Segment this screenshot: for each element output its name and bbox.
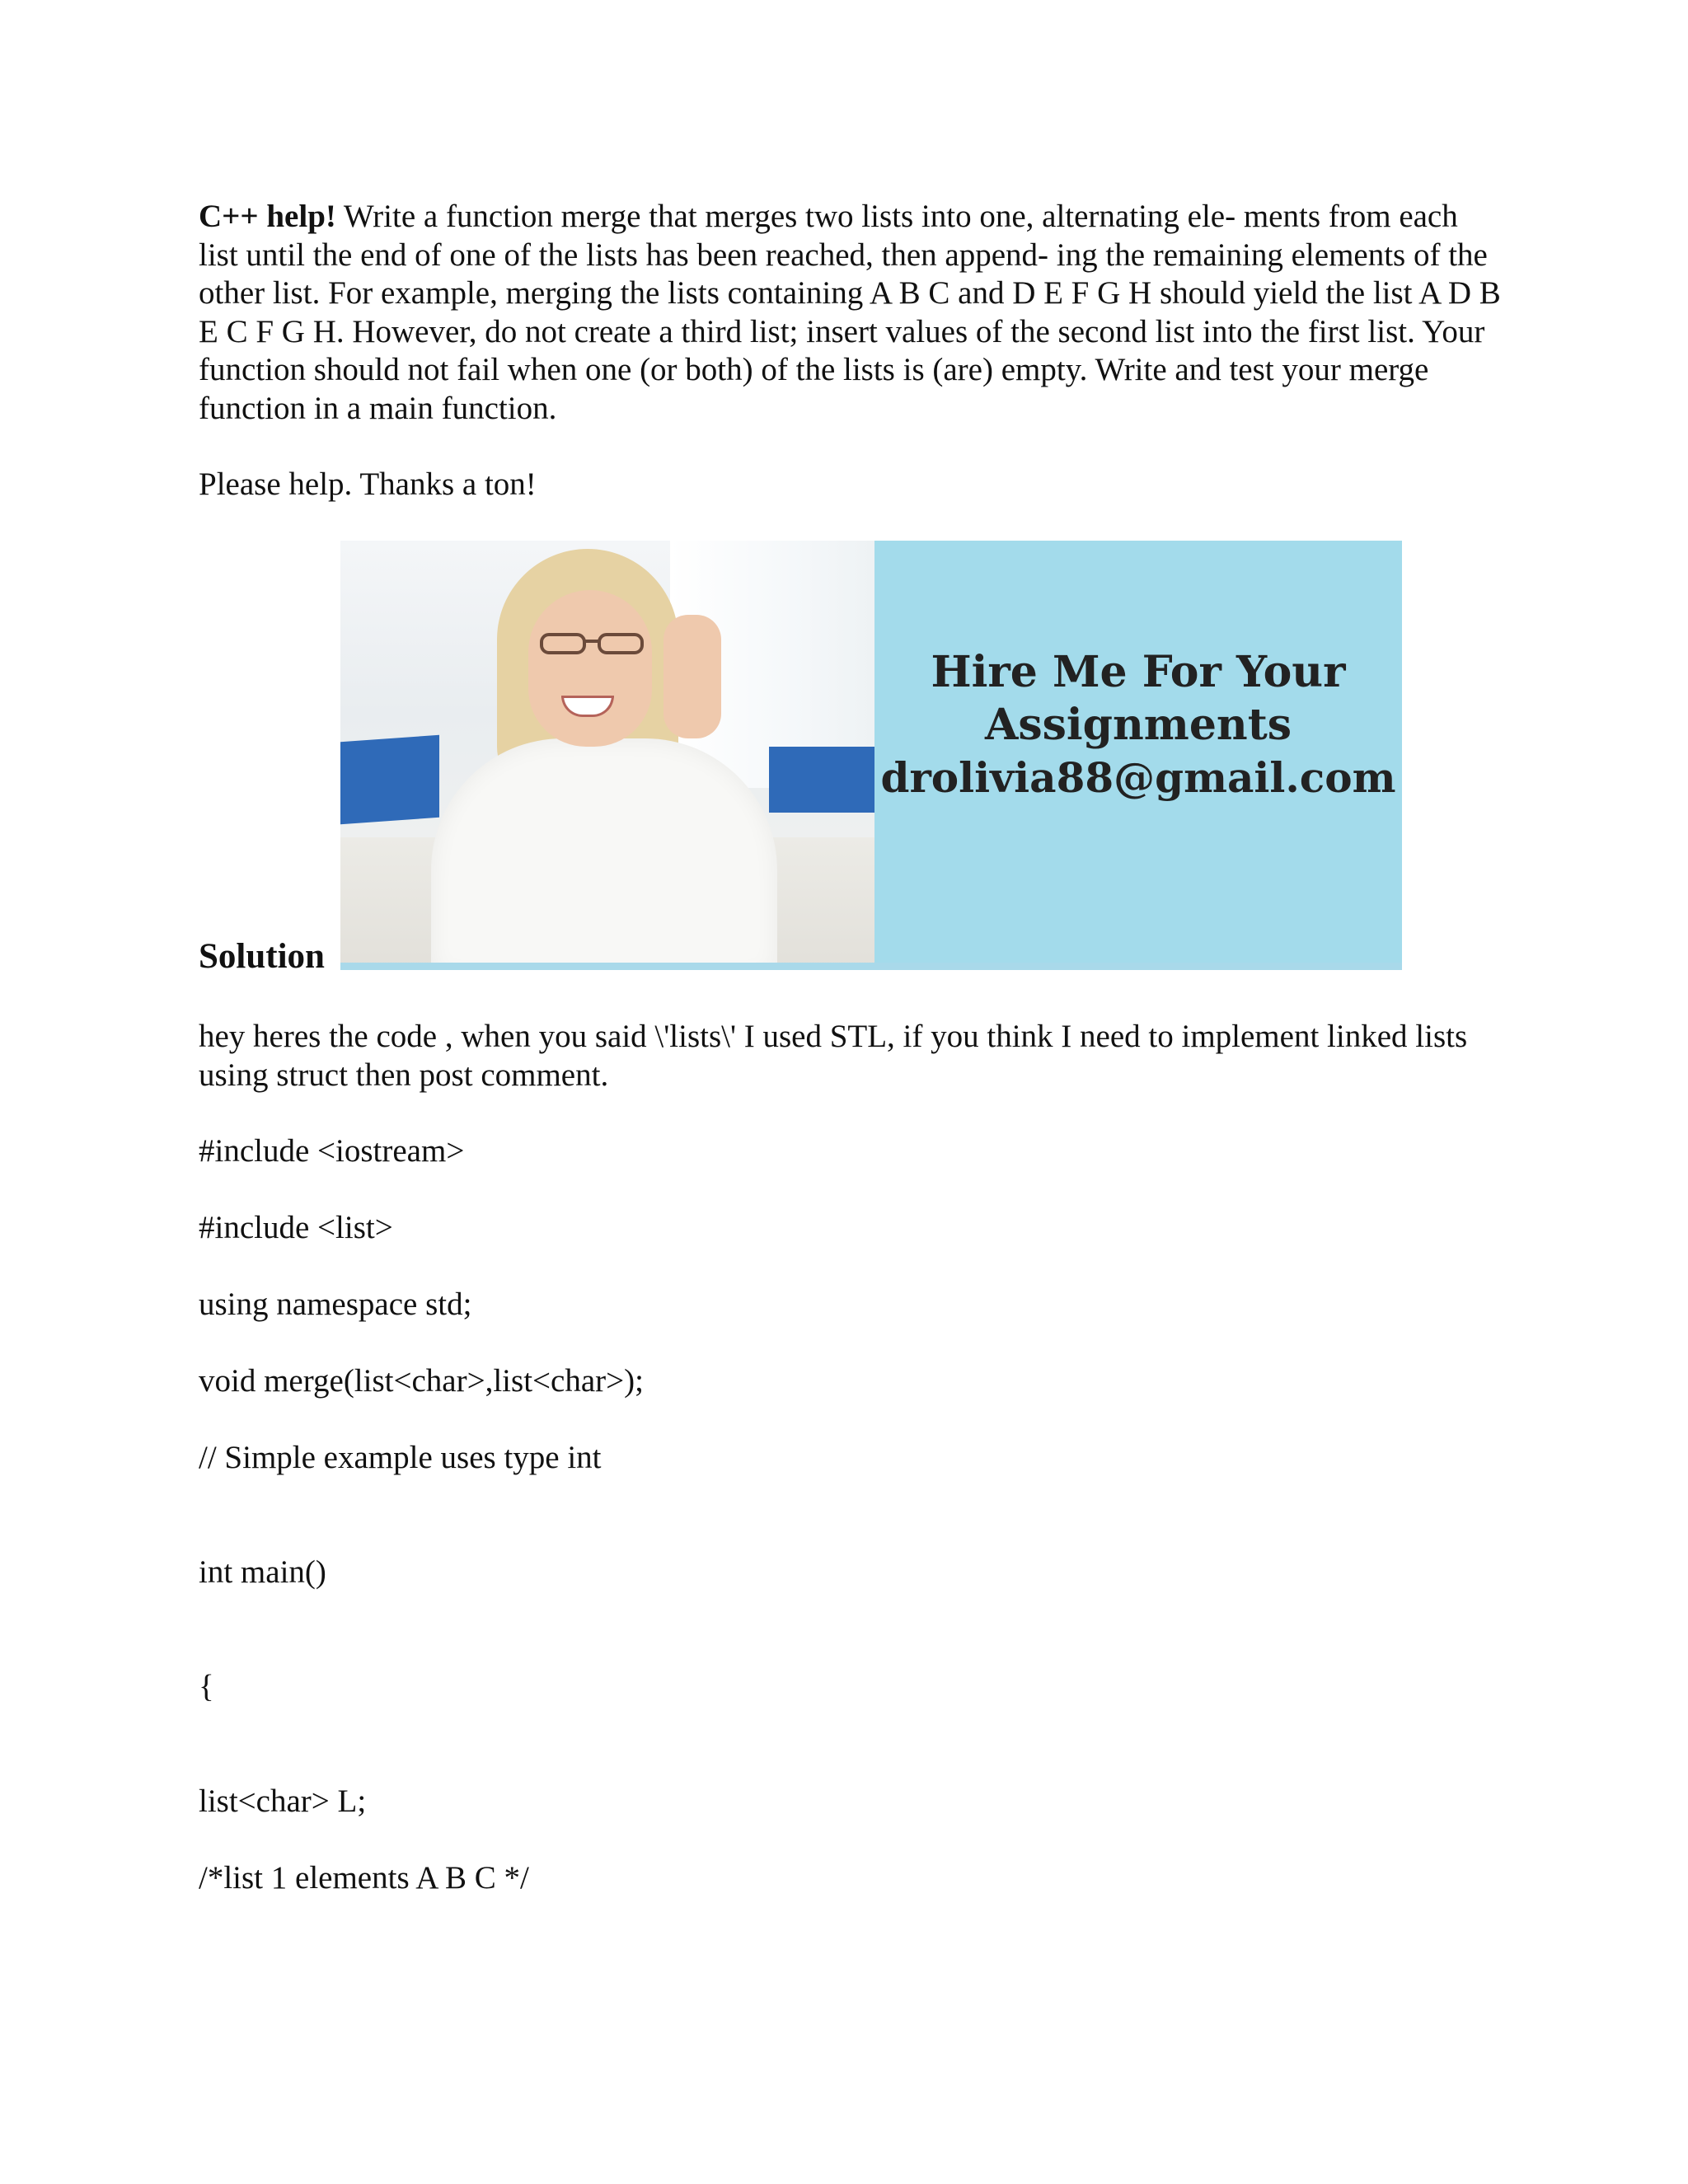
banner-line-2: Assignments — [984, 700, 1292, 750]
question-lead: C++ help! — [199, 199, 336, 234]
code-line: int main() — [199, 1554, 326, 1590]
white-blouse — [431, 738, 777, 970]
glasses-icon — [538, 631, 645, 656]
code-line: #include <list> — [199, 1210, 393, 1245]
woman-photo — [340, 541, 874, 970]
code-line: { — [199, 1669, 214, 1704]
solution-intro: hey heres the code , when you said \'lists\' I used STL, if you think I need to implement linked lists using struct then post comment. — [199, 1019, 1468, 1093]
banner-line-1: Hire Me For Your — [931, 647, 1346, 697]
blue-chair-left — [340, 735, 439, 824]
code-line: // Simple example uses type int — [199, 1440, 602, 1475]
advertisement-banner — [340, 541, 1402, 970]
banner-email: drolivia88@gmail.com — [880, 753, 1396, 802]
question-body: Write a function merge that merges two lists into one, alternating ele- ments from each list until the end of one of the lists has been reached, then append- ing the remaining elements of the other list. For example, merging the lists containing A B C and D E F G H should yield the list A D B E C F G H. However, do not create a third list; insert values of the second list into the first list. Your function should not fail when one (or both) of the lists is (are) empty. Write and test your merge function in a main function. — [199, 199, 1501, 426]
face-shape — [528, 590, 652, 747]
banner-ad-panel — [874, 541, 1402, 970]
hand-shape — [663, 615, 721, 738]
code-line: using namespace std; — [199, 1286, 472, 1322]
banner-bottom-strip — [340, 963, 1402, 970]
banner-ad-text — [874, 646, 1402, 804]
question-paragraph — [199, 198, 1501, 428]
thanks-line: Please help. Thanks a ton! — [199, 466, 537, 502]
code-line: list<char> L; — [199, 1783, 367, 1819]
solution-heading: Solution — [199, 937, 325, 976]
code-line: #include <iostream> — [199, 1133, 465, 1169]
blue-chair-right — [769, 747, 874, 813]
code-line: /*list 1 elements A B C */ — [199, 1860, 529, 1896]
code-line: void merge(list<char>,list<char>); — [199, 1363, 644, 1399]
